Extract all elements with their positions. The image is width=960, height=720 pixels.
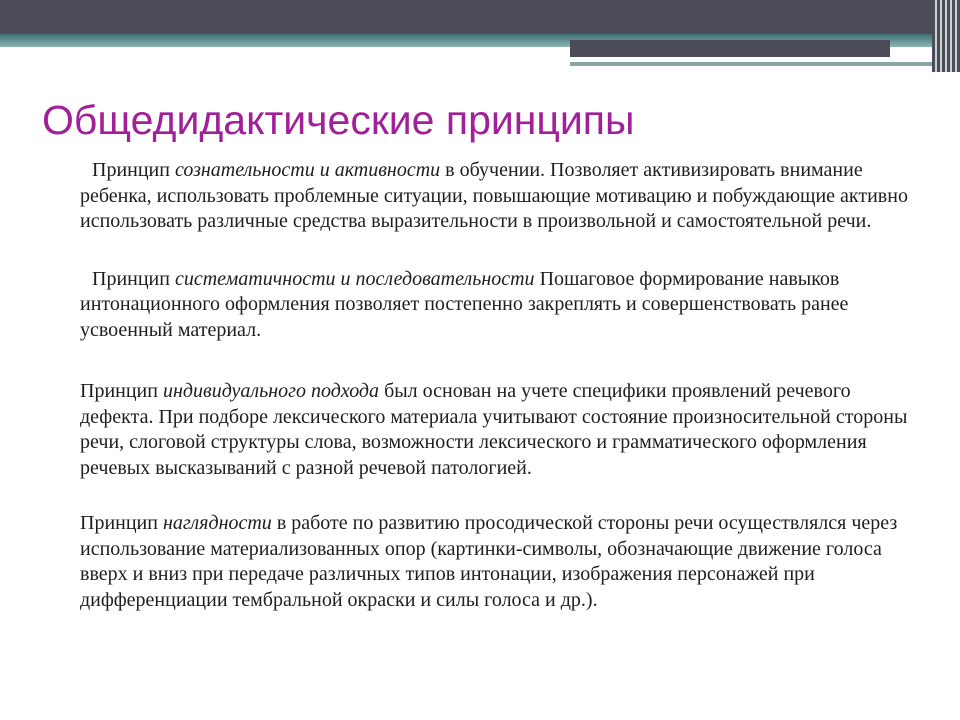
accent-box (570, 40, 890, 57)
slide-content (80, 158, 910, 613)
principle-text: был основан на учете специфики проявлений речевого дефекта. При подборе лексического материала учитывают состояние произносительной стороны речи, слоговой структуры слова, возможности лексического и грамматического оформления речевых высказываний с разной речевой патологией. (80, 380, 908, 479)
principle-term: наглядности (162, 512, 272, 534)
principle-text: Пошаговое формирование навыков интонационного оформления позволяет постепенно закреплять и совершенствовать ранее усвоенный материал. (80, 267, 849, 341)
slide-title: Общедидактические принципы (42, 97, 635, 143)
principle-label: Принцип (80, 380, 163, 402)
vertical-stripes (932, 0, 960, 72)
principle-paragraph (80, 379, 910, 481)
principle-label: Принцип (92, 159, 175, 181)
principle-term: систематичности и последовательности (174, 267, 535, 290)
principle-text: в работе по развитию просодической стороны речи осуществлялся через использование материализованных опор (картинки-символы, обозначающие движение голоса вверх и вниз при передаче различных типов интонации, изображения персонажей при дифференциации тембральной окраски и силы голоса и др.). (80, 512, 898, 611)
principle-text: в обучении. Позволяет активизировать внимание ребенка, использовать проблемные ситуации, повышающие мотивацию и побуждающие активно использовать различные средства выразительности в произвольной и самостоятельной речи. (80, 159, 908, 232)
accent-line (570, 62, 960, 66)
principle-paragraph (80, 267, 910, 344)
principle-paragraph (80, 158, 910, 235)
principle-label: Принцип (80, 512, 163, 534)
principle-label: Принцип (92, 267, 175, 290)
principle-term: индивидуального подхода (162, 380, 380, 402)
principle-term: сознательности и активности (174, 159, 441, 181)
principle-paragraph (80, 511, 910, 613)
